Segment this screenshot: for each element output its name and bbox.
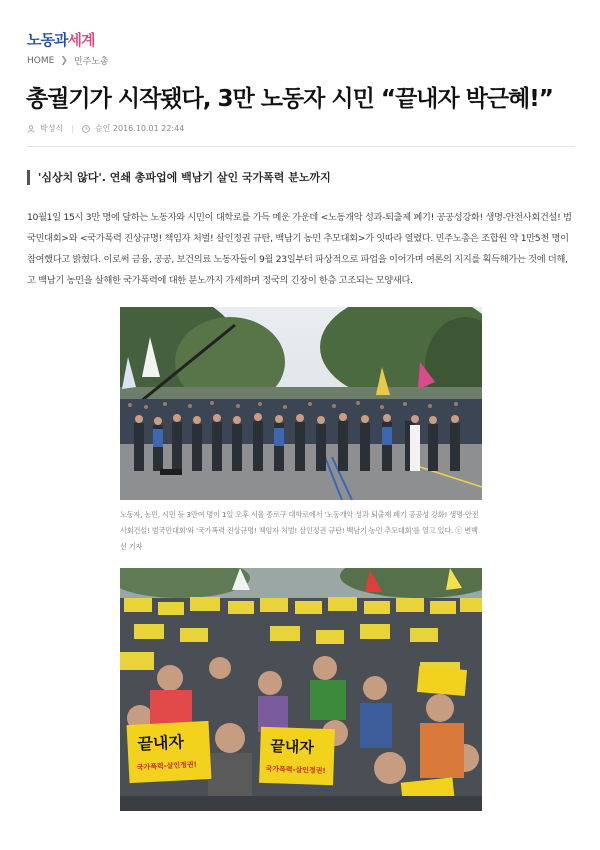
person-icon (27, 125, 35, 133)
breadcrumb-section[interactable]: 민주노총 (73, 57, 109, 67)
article-author: 박성식 (40, 124, 64, 133)
sign-slogan-left: 끝내자 (137, 732, 185, 754)
rally-photo-street (120, 307, 482, 500)
chevron-right-icon: ❯ (60, 55, 68, 66)
photo-caption: 노동자, 농민, 시민 등 3만여 명이 1일 오후 서울 종로구 대학로에서 '노동개악 성과 퇴출제 폐기 공공성 강화! 생명·안전사회건설! 범국민대회'와 '국가폭력 진상규명! 책임자 처벌! 살인정권 규탄! 백남기 농민 추모대회'를 열고 있다. ⓒ 변백선 기자 (120, 510, 479, 551)
header-divider (27, 146, 575, 147)
breadcrumb-home[interactable]: HOME (27, 55, 55, 66)
sign-subslogan-center: 국가폭력-살인정권! (265, 764, 326, 776)
site-logo[interactable] (27, 29, 94, 50)
logo-text-part2: 세계 (67, 31, 95, 49)
rally-photo-street-image (120, 307, 482, 500)
rally-photo-signs-image (120, 568, 482, 811)
article-title: 총궐기가 시작됐다, 3만 노동자 시민 “끝내자 박근혜!” (26, 86, 553, 112)
logo-text-part1: 노동과 (27, 31, 68, 49)
breadcrumb (27, 54, 109, 67)
meta-divider: | (71, 124, 74, 133)
rally-photo-signs (120, 568, 482, 811)
sign-slogan-center: 끝내자 (270, 737, 315, 757)
article-approved-date: 승인 2016.10.01 22:44 (94, 124, 185, 133)
sign-subslogan-left: 국가폭력-살인정권! (136, 760, 198, 772)
clock-icon (82, 125, 90, 133)
article-subtitle: '심상치 않다'. 연쇄 총파업에 백남기 살인 국가폭력 분노까지 (27, 170, 331, 185)
article-body: 10월1일 15시 3만 명에 달하는 노동자와 시민이 대학로를 가득 메운 가운데 <노동개악 성과-퇴출제 폐기! 공공성강화! 생명-안전사회건설! 범국민대회>와 <국가폭력 진상규명! 책임자 처벌! 살인정권 규탄, 백남기 농민 추모대회>가 잇따라 열렸다. 민주노총은 조합원 약 1만5천 명이 참여했다고 밝혔다. 이로써 금융, 공공, 보건의료 노동자들이 9월 23일부터 파상적으로 파업을 이어가며 여론의 지지를 획득해가는 것에 더해, 고 백남기 농민을 살해한 국가폭력에 대한 분노까지 가세하며 정국의 긴장이 한층 고조되는 모양새다. (27, 212, 572, 286)
article-meta (27, 123, 184, 134)
